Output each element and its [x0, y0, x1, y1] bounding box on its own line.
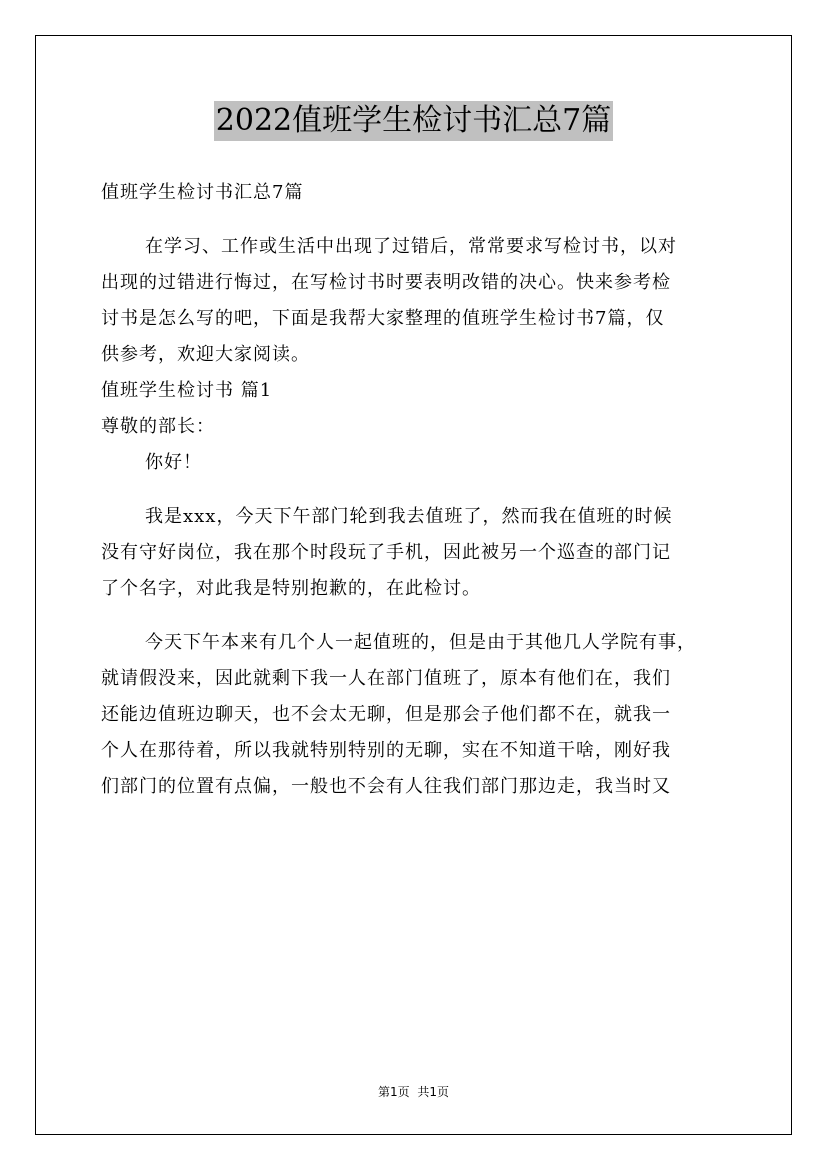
body-paragraph-1 — [101, 499, 731, 607]
body-line: 还能边值班边聊天，也不会太无聊，但是那会子他们都不在，就我一 — [101, 704, 671, 725]
intro-line: 在学习、工作或生活中出现了过错后，常常要求写检讨书，以对 — [145, 236, 677, 257]
body-line: 们部门的位置有点偏，一般也不会有人往我们部门那边走，我当时又 — [101, 776, 671, 797]
body-paragraph-2 — [101, 625, 731, 805]
intro-line: 出现的过错进行悔过，在写检讨书时要表明改错的决心。快来参考检 — [101, 272, 671, 293]
body-line: 个人在那待着，所以我就特别特别的无聊，实在不知道干啥，刚好我 — [101, 740, 671, 761]
body-line: 了个名字，对此我是特别抱歉的，在此检讨。 — [101, 578, 481, 599]
salutation: 尊敬的部长： — [101, 416, 215, 437]
greeting: 你好！ — [145, 452, 202, 473]
document-body — [101, 175, 731, 805]
intro-paragraph — [101, 229, 731, 373]
document-title: 2022值班学生检讨书汇总7篇 — [214, 101, 613, 141]
body-line: 我是xxx，今天下午部门轮到我去值班了，然而我在值班的时候 — [145, 506, 673, 527]
body-line: 就请假没来，因此就剩下我一人在部门值班了，原本有他们在，我们 — [101, 668, 671, 689]
title-container — [0, 101, 827, 141]
body-line: 没有守好岗位，我在那个时段玩了手机，因此被另一个巡查的部门记 — [101, 542, 671, 563]
section-heading: 值班学生检讨书 篇1 — [101, 380, 273, 401]
intro-line: 讨书是怎么写的吧，下面是我帮大家整理的值班学生检讨书7篇，仅 — [101, 308, 665, 329]
intro-line: 供参考，欢迎大家阅读。 — [101, 344, 310, 365]
page-number: 第1页 — [377, 1085, 410, 1099]
page-footer — [0, 1083, 827, 1100]
total-pages: 共1页 — [417, 1085, 450, 1099]
body-line: 今天下午本来有几个人一起值班的，但是由于其他几人学院有事， — [145, 632, 696, 653]
document-subtitle: 值班学生检讨书汇总7篇 — [101, 182, 304, 203]
